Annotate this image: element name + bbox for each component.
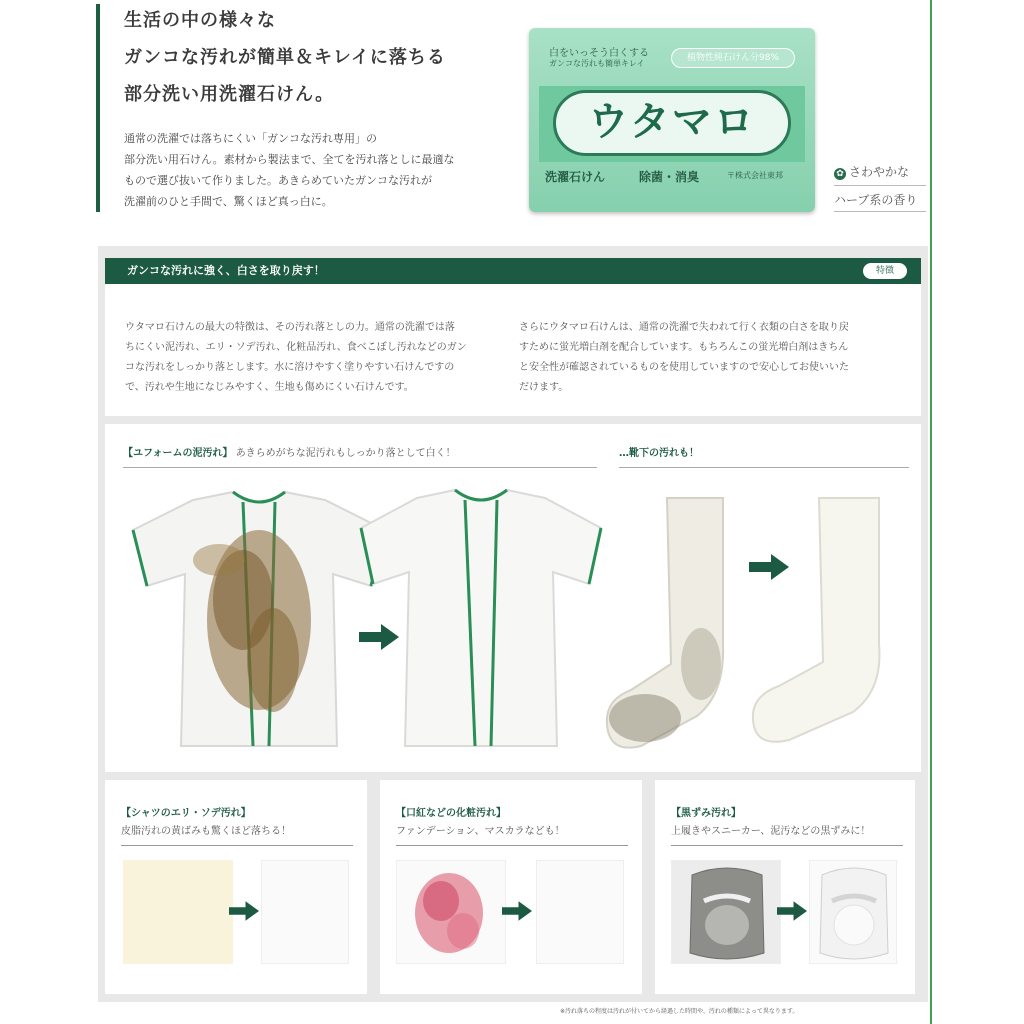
soap-package-image (529, 28, 815, 212)
example-label: 【シャツのエリ・ソデ汚れ】 (121, 808, 251, 819)
feature-section-header (105, 258, 921, 284)
lipstick-stain (397, 861, 507, 965)
feature-panel (105, 284, 921, 416)
example-label: 【黒ずみ汚れ】 (671, 808, 741, 819)
clean-sock-image (745, 494, 899, 746)
feature-line: すために蛍光増白剤を配合しています。もちろんこの蛍光増白剤はきちん (519, 342, 849, 353)
before-swatch (671, 860, 781, 964)
example-text: 上履きやスニーカー、泥汚などの黒ずみに！ (671, 822, 903, 846)
before-after-panel (105, 424, 921, 772)
feature-line: だけます。 (519, 382, 569, 393)
hero-description-line: もので選び抜いて作りました。あきらめていたガンコな汚れが (124, 174, 432, 187)
uniform-caption-text: あきらめがちな泥汚れもしっかり落として白く！ (235, 448, 456, 459)
after-swatch (261, 860, 349, 964)
hero-accent-bar (96, 4, 100, 212)
clean-shoe-image (810, 861, 898, 965)
feature-text-right (519, 318, 849, 398)
after-swatch (536, 860, 624, 964)
hero-title-line: 生活の中の様々な (124, 10, 276, 31)
package-feature: 除菌・消臭 (639, 170, 700, 184)
feature-tag-badge: 特徴 (863, 263, 907, 279)
scent-note (834, 160, 926, 212)
uniform-caption (123, 444, 597, 468)
feature-line: コな汚れをしっかり落とします。水に溶けやすく塗りやすい石けんですの (125, 362, 455, 373)
hero-description-line: 洗濯前のひと手間で、驚くほど真っ白に。 (124, 195, 333, 208)
example-label: 【口紅などの化粧汚れ】 (396, 808, 506, 819)
arrow-right-icon (229, 900, 259, 922)
before-swatch (396, 860, 506, 964)
package-badge: 植物性純石けん分98% (671, 48, 795, 68)
right-edge-rule (930, 0, 932, 1024)
feature-line: と安全性が確認されているものを使用していますので安心してお使いいた (519, 362, 849, 373)
scent-line (834, 160, 926, 186)
feature-text-left (125, 318, 467, 398)
hero-title-line: 部分洗い用洗濯石けん。 (124, 84, 335, 105)
feature-line: ちにくい泥汚れ、エリ・ソデ汚れ、化粧品汚れ、食べこぼし汚れなどのガン (125, 342, 467, 353)
package-subtagline: ガンコな汚れも簡単キレイ (549, 59, 645, 68)
example-card-shoes (655, 780, 915, 994)
package-maker: 〒株式会社東邦 (727, 171, 783, 180)
hero-description-line: 部分洗い用石けん。素材から製法まで、全てを汚れ落としに最適な (124, 153, 455, 166)
feature-line: ウタマロ石けんの最大の特徴は、その汚れ落としの力。通常の洗濯では落 (125, 322, 455, 333)
footnote: ※汚れ落ちの程度は汚れが付いてから経過した時間や、汚れの種類によって異なります。 (560, 1008, 799, 1015)
scent-text: さわやかな (849, 165, 910, 179)
sock-caption (619, 444, 909, 468)
example-text: 皮脂汚れの黄ばみも驚くほど落ちる！ (121, 822, 353, 846)
example-card-collar (105, 780, 367, 994)
clean-jersey-image (355, 488, 607, 756)
sock-caption-label: …靴下の汚れも！ (619, 448, 699, 459)
package-logo-band (539, 86, 805, 162)
after-swatch (809, 860, 897, 964)
dirty-sock-image (601, 494, 741, 754)
flower-icon: ✿ (834, 168, 846, 180)
hero-title (124, 2, 524, 113)
before-swatch (123, 860, 233, 964)
feature-line: で、汚れや生地になじみやすく、生地も傷めにくい石けんです。 (125, 382, 414, 393)
hero-description (124, 128, 524, 212)
arrow-right-icon (777, 900, 807, 922)
brand-logo: ウタマロ (553, 90, 791, 156)
package-tagline: 白をいっそう白くする (549, 48, 649, 59)
example-card-makeup (380, 780, 642, 994)
example-text: ファンデーション、マスカラなども！ (396, 822, 628, 846)
feature-line: さらにウタマロ石けんは、通常の洗濯で失われて行く衣類の白さを取り戻 (519, 322, 849, 333)
scent-line: ハーブ系の香り (834, 186, 926, 212)
feature-section-title: ガンコな汚れに強く、白さを取り戻す！ (127, 264, 325, 277)
hero-title-line: ガンコな汚れが簡単＆キレイに落ちる (124, 47, 446, 68)
arrow-right-icon (502, 900, 532, 922)
package-category: 洗濯石けん (545, 170, 606, 184)
dirty-shoe-image (672, 861, 782, 965)
uniform-caption-label: 【ユフォームの泥汚れ】 (123, 448, 233, 459)
hero-description-line: 通常の洗濯では落ちにくい「ガンコな汚れ専用」の (124, 132, 377, 145)
